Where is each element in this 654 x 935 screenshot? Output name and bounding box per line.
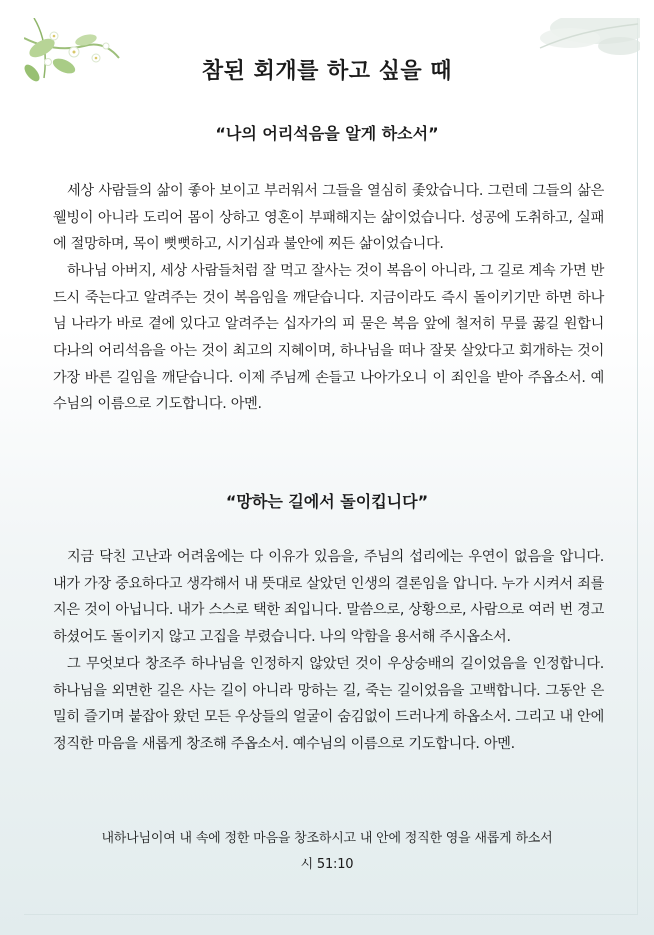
bible-verse: 내하나님이여 내 속에 정한 마음을 창조하시고 내 안에 정직한 영을 새롭게 하소서 (101, 831, 553, 846)
verse-reference: 시 51:10 (300, 857, 354, 872)
section-heading: “망하는 길에서 돌이킵니다” (225, 492, 429, 511)
paragraph: 세상 사람들의 삶이 좋아 보이고 부러워서 그들을 열심히 좇았습니다. 그런데 그들의 삶은 웰빙이 아니라 도리어 몸이 상하고 영혼이 부패해지는 삶이었습니다. 성공에 도취하고, 실패에 절망하며, 목이 뻣뻣하고, 시기심과 불안에 찌든 삶이었습니다. (53, 183, 604, 252)
page-frame (24, 18, 638, 915)
paragraph: 지금 닥친 고난과 어려움에는 다 이유가 있음을, 주님의 섭리에는 우연이 없음을 압니다. 내가 가장 중요하다고 생각해서 내 뜻대로 살았던 인생의 결론임을 압니다. 누가 시켜서 죄를 지은 것이 아닙니다. 내가 스스로 택한 죄입니다. 말씀으로, 상황으로, 사람으로 여러 번 경고하셨어도 돌이키지 않고 고집을 부렸습니다. 나의 악함을 용서해 주시옵소서. (53, 549, 604, 645)
page-title: 참된 회개를 하고 싶을 때 (201, 59, 453, 84)
paragraph: 하나님 아버지, 세상 사람들처럼 잘 먹고 잘사는 것이 복음이 아니라, 그 길로 계속 가면 반드시 죽는다고 알려주는 것이 복음임을 깨닫습니다. 지금이라도 즉시 돌이키기만 하면 하나님 나라가 바로 곁에 있다고 알려주는 십자가의 피 묻은 복음 앞에 철저히 무릎 꿇길 원합니다. (53, 263, 604, 359)
section-heading: “나의 어리석음을 알게 하소서” (215, 124, 439, 143)
paragraph: 나의 어리석음을 아는 것이 최고의 지혜이며, 하나님을 떠나 잘못 살았다고 회개하는 것이 가장 바른 길임을 깨닫습니다. 이제 주님께 손들고 나아가오니 이 죄인을 받아 주옵소서. 예수님의 이름으로 기도합니다. 아멘. (53, 343, 604, 412)
paragraph: 그 무엇보다 창조주 하나님을 인정하지 않았던 것이 우상숭배의 길이었음을 인정합니다. 하나님을 외면한 길은 사는 길이 아니라 망하는 길, 죽는 길이었음을 고백합니다. 그동안 은밀히 즐기며 붙잡아 왔던 모든 우상들의 얼굴이 숨김없이 드러나게 하옵소서. 그리고 내 안에 정직한 마음을 새롭게 창조해 주옵소서. 예수님의 이름으로 기도합니다. 아멘. (53, 656, 604, 752)
